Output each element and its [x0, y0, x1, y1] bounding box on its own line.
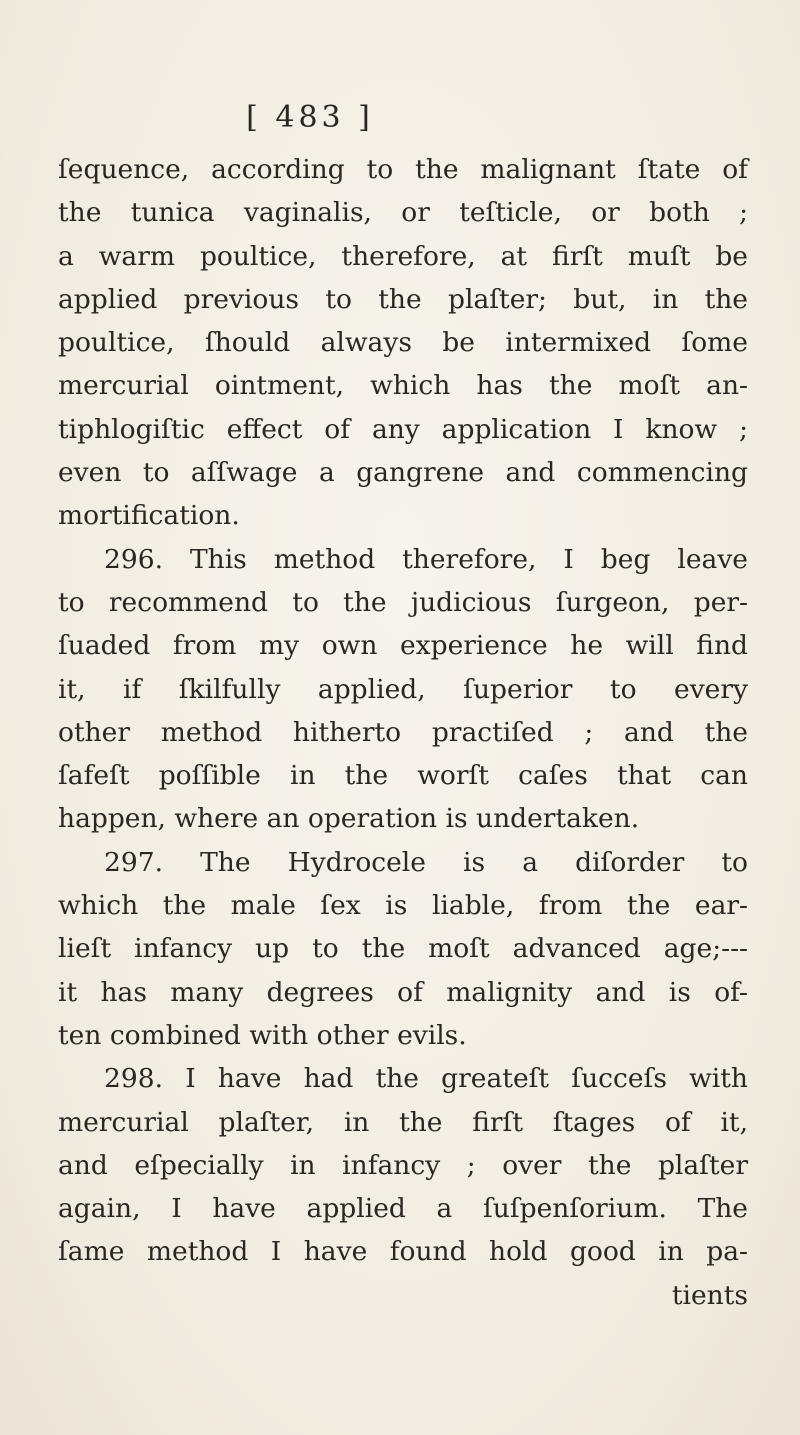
text-line: ſequence, according to the malignant ſtate of — [58, 154, 748, 185]
text-line: happen, where an operation is undertaken. — [58, 803, 640, 835]
text-line: applied previous to the plaſter; but, in the — [58, 283, 748, 315]
text-line: which the male ſex is liable, from the ear- — [58, 890, 748, 922]
catchword: tients — [671, 1279, 748, 1311]
page-number: [ 483 ] — [246, 100, 374, 135]
body-text — [58, 148, 748, 1317]
text-line: even to aſſwage a gangrene and commencing — [58, 457, 748, 489]
text-line: ſafeſt poſſible in the worſt caſes that can — [58, 760, 748, 792]
paragraph-start-296: 296. This method therefore, I beg leave — [104, 543, 748, 575]
text-line: and eſpecially in infancy ; over the plaſter — [58, 1149, 748, 1181]
text-line: ten combined with other evils. — [58, 1019, 467, 1051]
text-line: other method hitherto practiſed ; and the — [58, 716, 748, 748]
text-line: mercurial ointment, which has the moſt an- — [58, 370, 748, 402]
text-line: lieſt infancy up to the moſt advanced age;--- — [58, 933, 748, 965]
text-line: the tunica vaginalis, or teſticle, or both ; — [58, 197, 748, 229]
text-line: to recommend to the judicious ſurgeon, per- — [58, 586, 748, 618]
paragraph-start-297: 297. The Hydrocele is a diſorder to — [104, 846, 748, 878]
text-line: a warm poultice, therefore, at firſt muſt be — [58, 240, 748, 272]
text-line: tiphlogiſtic effect of any application I know ; — [58, 413, 748, 445]
text-line: mortification. — [58, 500, 240, 532]
text-line: ſame method I have found hold good in pa- — [58, 1236, 748, 1268]
text-line: poultice, ſhould always be intermixed ſome — [58, 327, 748, 359]
text-line: again, I have applied a ſuſpenſorium. The — [58, 1193, 748, 1225]
text-line: mercurial plaſter, in the firſt ſtages of it, — [58, 1106, 748, 1138]
text-line: it has many degrees of malignity and is of- — [58, 976, 748, 1008]
text-line: it, if ſkilfully applied, ſuperior to every — [58, 673, 748, 705]
paragraph-start-298: 298. I have had the greateſt ſucceſs with — [104, 1063, 748, 1095]
text-line: ſuaded from my own experience he will find — [58, 630, 748, 662]
